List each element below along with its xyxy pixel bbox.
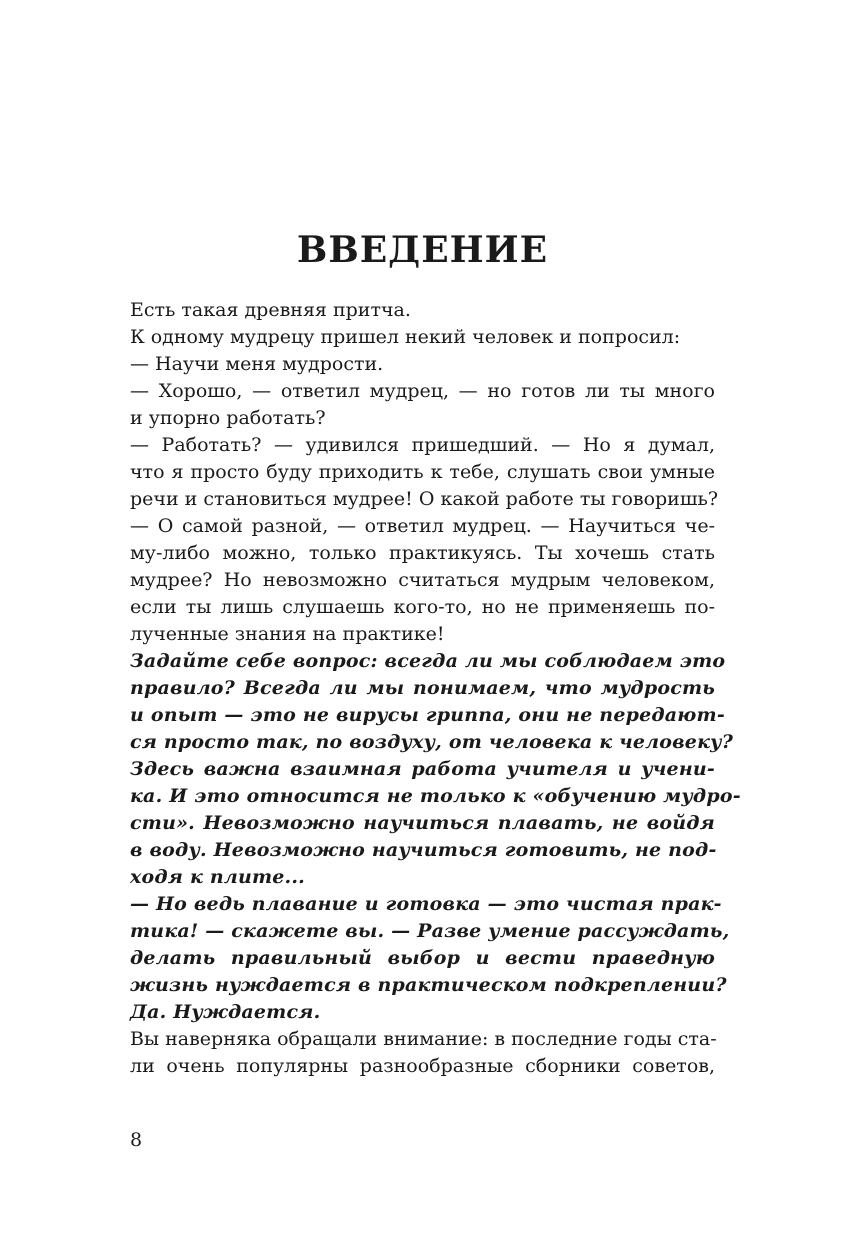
- text-line: — Хорошо, — ответил мудрец, — но готов ли ты много: [130, 380, 715, 402]
- text-line: му-либо можно, только практикуясь. Ты хочешь стать: [130, 542, 715, 564]
- text-line: речи и становиться мудрее! О какой работе ты говоришь?: [130, 488, 719, 510]
- text-line: ли очень популярны разнообразные сборники советов,: [130, 1055, 715, 1077]
- text-line: лученные знания на практике!: [130, 623, 445, 645]
- bold-italic-text-line: тика! — скажете вы. — Разве умение рассуждать,: [130, 920, 730, 942]
- bold-italic-text-line: делать правильный выбор и вести праведную: [130, 947, 715, 969]
- bold-italic-text-line: правило? Всегда ли мы понимаем, что мудрость: [130, 677, 715, 699]
- page-number: 8: [130, 1129, 143, 1151]
- bold-italic-text-line: Здесь важна взаимная работа учителя и учени-: [130, 758, 715, 780]
- text-line: мудрее? Но невозможно считаться мудрым человеком,: [130, 569, 715, 591]
- bold-italic-text-line: ходя к плите...: [130, 866, 305, 888]
- text-line: и упорно работать?: [130, 407, 326, 429]
- bold-italic-text-line: сти». Невозможно научиться плавать, не войдя: [130, 812, 715, 834]
- text-line: Вы наверняка обращали внимание: в последние годы ста-: [130, 1028, 717, 1050]
- text-line: если ты лишь слушаешь кого-то, но не применяешь по-: [130, 596, 715, 618]
- text-line: — Работать? — удивился пришедший. — Но я думал,: [130, 434, 715, 456]
- bold-italic-text-line: — Но ведь плавание и готовка — это чистая прак-: [130, 893, 722, 915]
- bold-italic-text-line: ся просто так, по воздуху, от человека к человеку?: [130, 731, 734, 753]
- text-line: что я просто буду приходить к тебе, слушать свои умные: [130, 461, 715, 483]
- bold-italic-text-line: ка. И это относится не только к «обучению мудро-: [130, 785, 741, 807]
- text-line: — О самой разной, — ответил мудрец. — Научиться че-: [130, 515, 715, 537]
- chapter-title: ВВЕДЕНИЕ: [296, 229, 549, 271]
- bold-italic-text-line: и опыт — это не вирусы гриппа, они не передают-: [130, 704, 725, 726]
- text-line: К одному мудрецу пришел некий человек и попросил:: [130, 326, 681, 348]
- bold-italic-text-line: жизнь нуждается в практическом подкреплении?: [130, 974, 727, 996]
- bold-italic-text-line: в воду. Невозможно научиться готовить, не под-: [130, 839, 717, 861]
- body-text: [130, 297, 741, 1080]
- text-line: Есть такая древняя притча.: [130, 299, 411, 321]
- text-line: — Научи меня мудрости.: [130, 353, 384, 375]
- bold-italic-text-line: Да. Нуждается.: [130, 1001, 321, 1023]
- bold-italic-text-line: Задайте себе вопрос: всегда ли мы соблюдаем это: [130, 650, 726, 672]
